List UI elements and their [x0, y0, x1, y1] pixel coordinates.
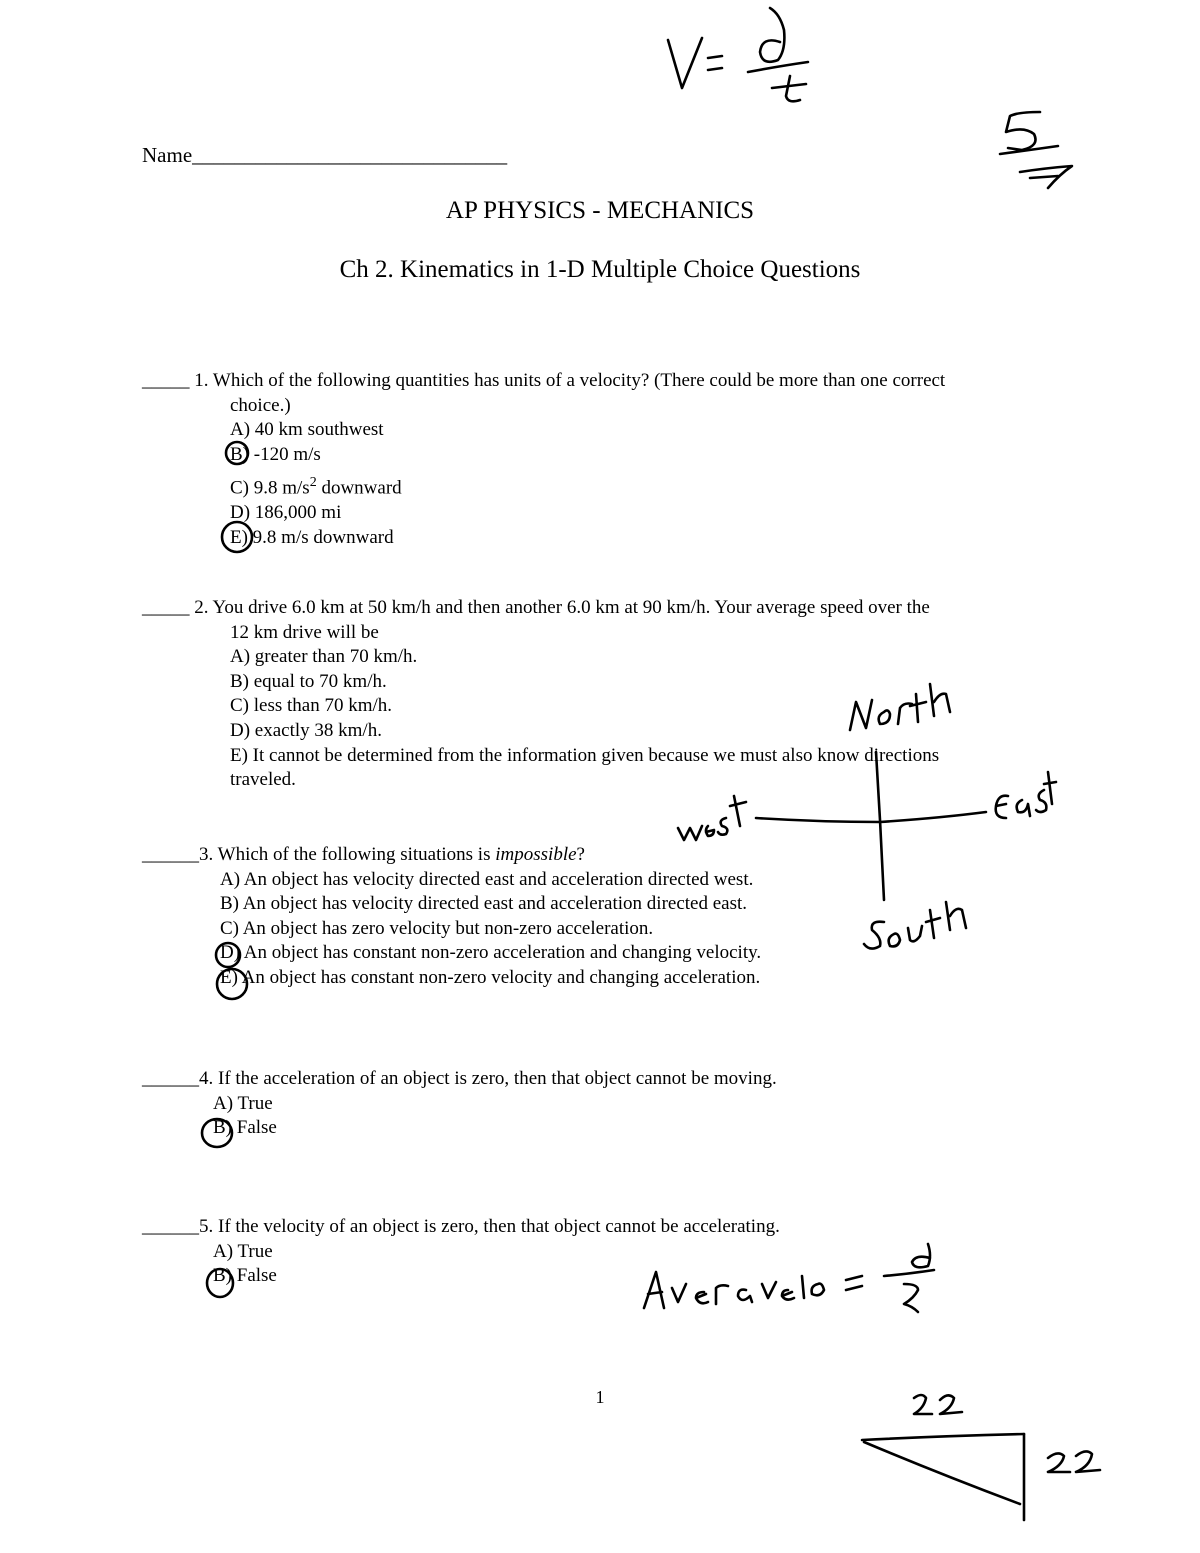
option-d: D) 186,000 mi [230, 502, 342, 524]
answer-blank: _____ [142, 597, 190, 618]
question-stem: 4. If the acceleration of an object is zero, then that object cannot be moving. [199, 1068, 777, 1089]
option-c: C) less than 70 km/h. [230, 695, 393, 717]
option-e: E) An object has constant non-zero velocity and changing acceleration. [220, 966, 761, 988]
option-e-continued: traveled. [230, 769, 296, 791]
page-number: 1 [595, 1387, 605, 1407]
question-3 [142, 843, 761, 991]
option-c: C) An object has zero velocity but non-zero acceleration. [220, 917, 654, 939]
option-d: D) An object has constant non-zero acceleration and changing velocity. [220, 942, 762, 964]
question-stem: 1. Which of the following quantities has units of a velocity? (There could be more than one correct [194, 370, 946, 391]
option-b: B) False [213, 1265, 277, 1287]
option-a: A) An object has velocity directed east and acceleration directed west. [220, 868, 754, 890]
option-c: C) 9.8 $m/s^2$ downward [230, 475, 402, 499]
answer-blank: ______ [142, 1216, 199, 1237]
handwritten-triangle [862, 1395, 1100, 1520]
answer-blank: ______ [142, 844, 199, 865]
option-a: A) True [213, 1092, 273, 1114]
option-b: B) -120 m/s [230, 443, 321, 465]
question-1 [142, 369, 945, 550]
option-b: B) equal to 70 km/h. [230, 670, 387, 692]
handwritten-velocity-formula [668, 8, 808, 101]
option-d: D) exactly 38 km/h. [230, 719, 382, 741]
question-stem: 3. Which of the following situations is impossible? [199, 844, 585, 865]
question-5 [142, 1215, 780, 1289]
question-4 [142, 1067, 777, 1141]
question-stem-continued: choice.) [230, 394, 291, 416]
option-b: B) False [213, 1117, 277, 1139]
option-b: B) An object has velocity directed east and acceleration directed east. [220, 893, 748, 915]
option-a: A) greater than 70 km/h. [230, 646, 418, 668]
answer-blank: _____ [142, 370, 190, 391]
question-stem-continued: 12 km drive will be [230, 621, 379, 643]
course-title: AP PHYSICS - MECHANICS [445, 197, 755, 224]
option-e: E) 9.8 m/s downward [230, 526, 394, 548]
chapter-title: Ch 2. Kinematics in 1-D Multiple Choice Questions [339, 256, 861, 283]
option-e: E) It cannot be determined from the information given because we must also know directions [230, 744, 940, 766]
question-2 [142, 596, 939, 793]
option-a: A) 40 km southwest [230, 419, 384, 441]
name-field-label: Name______________________________ [142, 143, 508, 167]
question-stem: 5. If the velocity of an object is zero, then that object cannot be accelerating. [199, 1216, 780, 1237]
answer-blank: ______ [142, 1068, 199, 1089]
option-a: A) True [213, 1240, 273, 1262]
handwritten-score [1000, 112, 1072, 188]
question-stem: 2. You drive 6.0 km at 50 km/h and then another 6.0 km at 90 km/h. Your average speed over the [194, 597, 930, 618]
